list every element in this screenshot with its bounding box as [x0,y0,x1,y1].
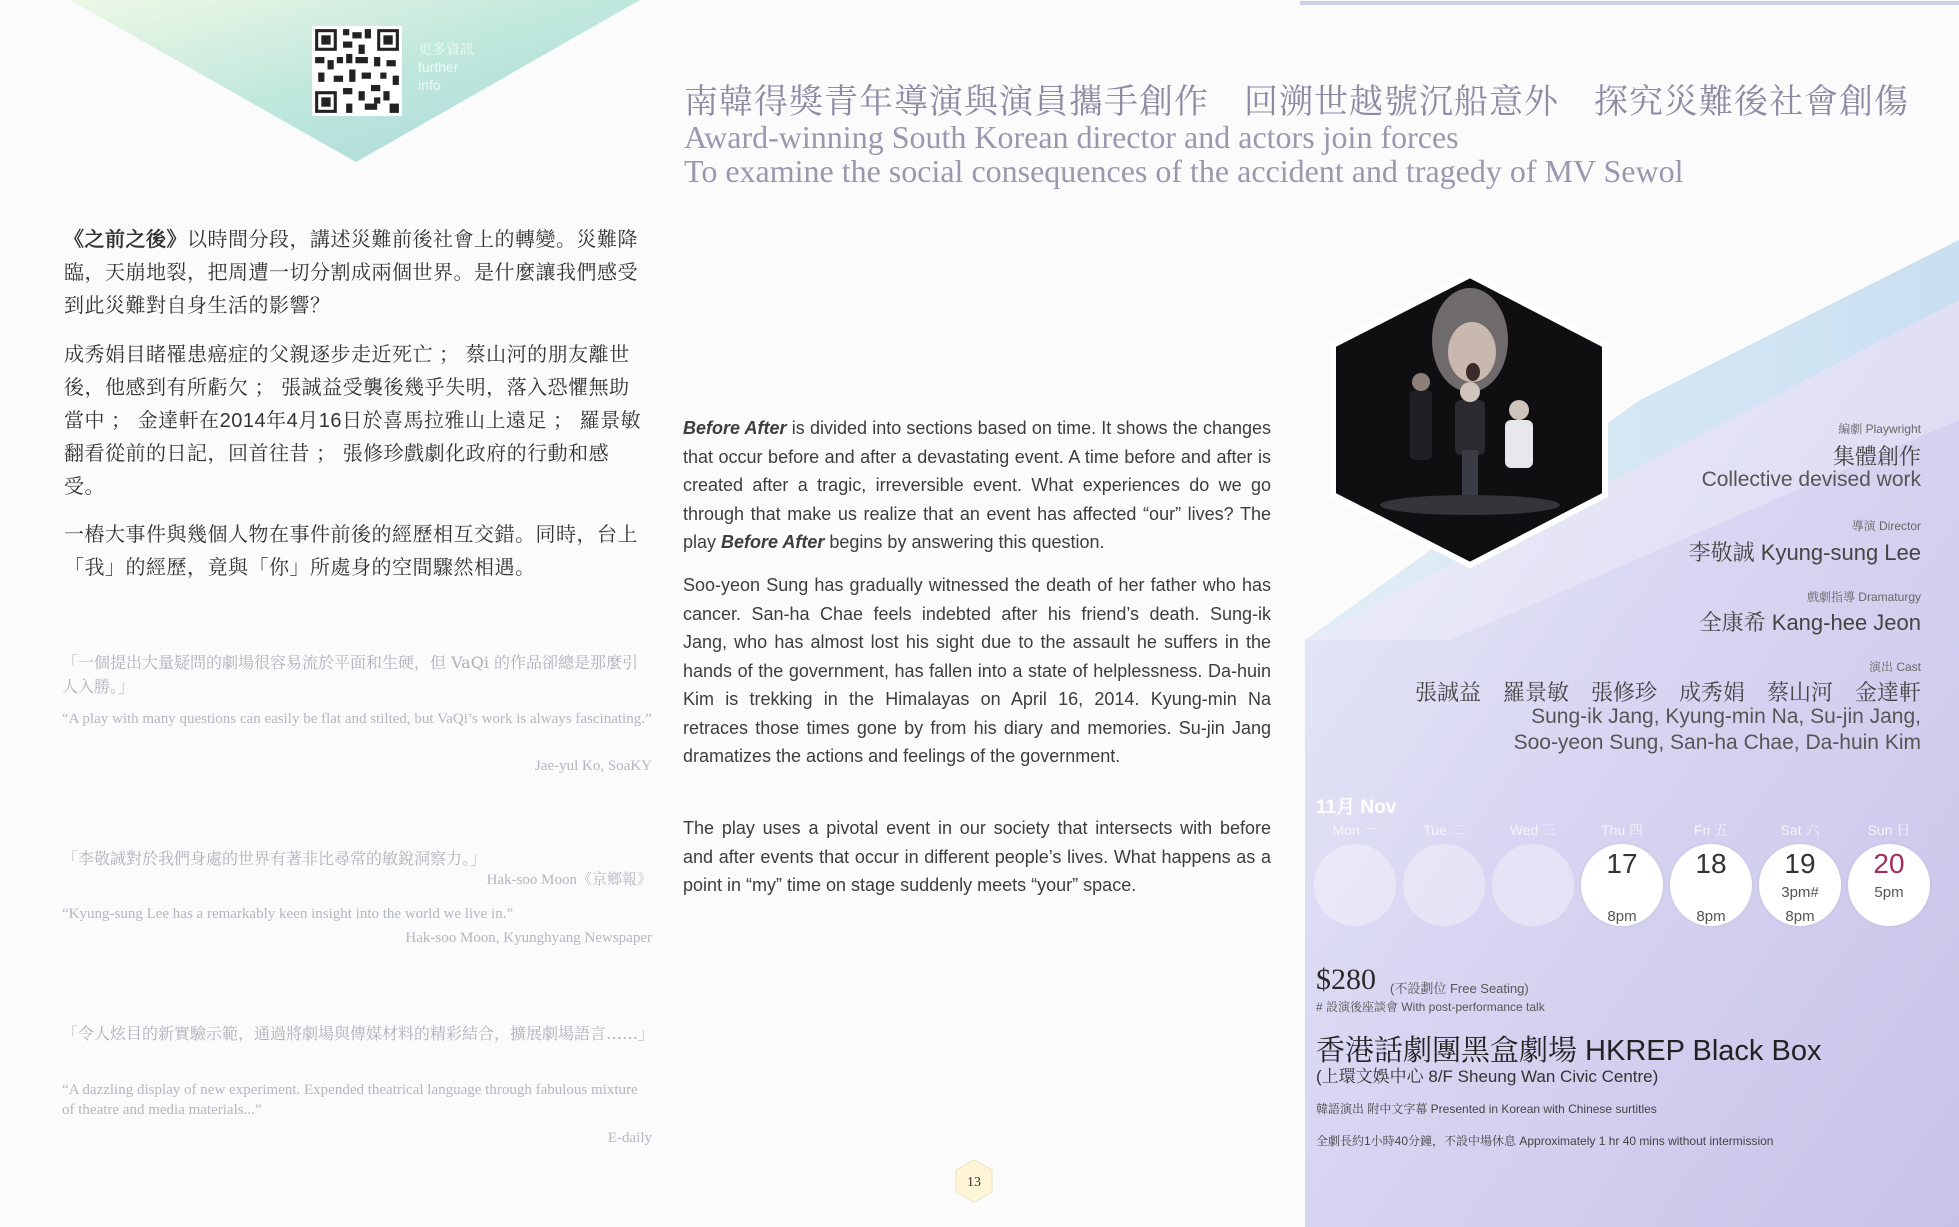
director-name: 李敬誠 Kyung-sung Lee [1688,540,1921,565]
en-title: Before After [683,418,787,438]
review-1-zh: 「一個提出大量疑問的劇場很容易流於平面和生硬，但 VaQi 的作品卻總是那麼引人入勝。」 [62,653,639,696]
more-info-en-1: further [418,59,459,75]
calendar-day-name: Sun 日 [1867,822,1911,838]
zh-p1-text: 以時間分段，講述災難前後社會上的轉變。災難降臨，天崩地裂，把周遭一切分割成兩個世界。是什麼讓我們感受到此災難對自身生活的影響？ [64,229,638,317]
calendar-day-name: Wed 三 [1509,822,1557,838]
calendar-time-1: 3pm# [1781,884,1819,901]
zh-title: 《之前之後》 [64,229,187,251]
page-number: 13 [967,1175,981,1190]
review-1-source: Jae-yul Ko, SoaKY [534,758,652,774]
post-talk-note: # 設演後座談會 With post-performance talk [1316,1000,1545,1014]
zh-paragraph-2: 成秀娟目睹罹患癌症的父親逐步走近死亡 ； 蔡山河的朋友離世後，他感到有所虧欠 ； 張誠益受襲後幾乎失明，落入恐懼無助當中 ； 金達軒在2014年4月16日於喜馬拉雅山上遠足 ； 羅景敏翻看從前的日記，回首往昔 ； 張修珍戲劇化政府的行動和感受。 [64,344,642,498]
en-paragraph-2: Soo-yeon Sung has gradually witnessed the death of her father who has cancer. San-ha Chae feels indebted after his friend’s death. Sung-ik Jang, who has almost lost his sight due to the assault he suffers in the hands of the government, has fallen into a state of helplessness. Da-huin Kim is trekking in the Himalayas on April 16, 2014. Kyung-min Na retraces those times gone by from his diary and memories. Su-jin Jang dramatizes the actions and feelings of the government. [683,575,1271,766]
calendar-day-name: Fri 五 [1693,822,1729,838]
playwright-en: Collective devised work [1701,468,1921,491]
review-1-en: “A play with many questions can easily be flat and stilted, but VaQi’s work is always fascinating.” [62,711,652,727]
cast-en-1: Sung-ik Jang, Kyung-min Na, Su-jin Jang, [1531,705,1921,728]
dramaturgy-label: 戲劇指導 Dramaturgy [1806,590,1921,604]
calendar-date: 17 [1606,848,1638,879]
duration-note: 全劇長約1小時40分鐘，不設中場休息 Approximately 1 hr 40 mins without intermission [1316,1134,1774,1148]
calendar-date: 20 [1873,848,1905,879]
review-2-source: Hak-soo Moon, Kyunghyang Newspaper [405,930,652,946]
review-3-en: “A dazzling display of new experiment. Expended theatrical language through fabulous mixture of theatre and media materials...” [62,1082,638,1118]
header-zh: 南韓得獎青年導演與演員攜手創作 回溯世越號沉船意外 探究災難後社會創傷 [684,82,1909,122]
venue-address: (上環文娛中心 8/F Sheung Wan Civic Centre) [1316,1067,1659,1086]
qr-code-icon[interactable] [312,26,402,116]
director-label: 導演 Director [1851,519,1921,533]
calendar-day-circle [1403,844,1485,926]
calendar-day-circle [1314,844,1396,926]
zh-paragraph-3: 一樁大事件與幾個人物在事件前後的經歷相互交錯。同時，台上「我」的經歷，竟與「你」所處身的空間驟然相遇。 [64,524,638,579]
cast-en-2: Soo-yeon Sung, San-ha Chae, Da-huin Kim [1513,731,1921,754]
cast-label: 演出 Cast [1868,660,1921,674]
price-note: (不設劃位 Free Seating) [1390,981,1529,996]
review-3-zh: 「令人炫目的新實驗示範，通過將劇場與傳媒材料的精彩結合，擴展劇場語言……」 [62,1024,655,1043]
calendar-time-2: 8pm [1696,908,1726,925]
calendar-time-2: 8pm [1785,908,1815,925]
calendar-day-name: Thu 四 [1600,822,1643,838]
cast-zh: 張誠益 羅景敏 張修珍 成秀娟 蔡山河 金達軒 [1414,680,1921,705]
venue-name: 香港話劇團黑盒劇場 HKREP Black Box [1316,1035,1822,1067]
language-note: 韓語演出 附中文字幕 Presented in Korean with Chinese surtitles [1316,1102,1657,1116]
playwright-zh: 集體創作 [1832,444,1921,469]
review-3-source: E-daily [607,1130,652,1146]
review-2-en: “Kyung-sung Lee has a remarkably keen insight into the world we live in.” [62,906,514,922]
header-en-line1: Award-winning South Korean director and actors join forces [684,119,1459,155]
review-2-source-zh: Hak-soo Moon《京鄉報》 [486,872,652,888]
review-2-zh: 「李敬誠對於我們身處的世界有著非比尋常的敏銳洞察力。」 [62,849,487,868]
more-info-en-2: info [418,77,441,93]
calendar-time-2: 8pm [1607,908,1637,925]
en-p1-a: is divided into sections based on time. It shows the changes that occur before and after a devastating event. A time before and after is created after a tragic, irreversible event. What experiences do we go through that make us realize that an event has affected “our” lives? The play [683,418,1271,552]
playwright-label: 編劇 Playwright [1838,422,1921,436]
calendar-time-1: 5pm [1874,884,1904,901]
more-info-label [418,40,474,94]
calendar-day-name: Tue 二 [1423,822,1465,838]
ticket-price: $280 [1316,963,1376,996]
zh-paragraph-1 [64,224,650,323]
calendar-day-name: Sat 六 [1780,822,1820,838]
calendar-date: 18 [1695,848,1727,879]
en-paragraph-1 [683,414,1271,557]
dramaturgy-name: 全康希 Kang-hee Jeon [1699,610,1921,635]
calendar-month: 11月 Nov [1316,797,1397,818]
en-paragraph-3: The play uses a pivotal event in our society that intersects with before and after events that occur in different people’s lives. What happens as a point in “my” time on stage suddenly meets “your” space. [683,818,1271,895]
more-info-zh: 更多資訊 [418,41,474,57]
calendar-day-circle [1492,844,1574,926]
calendar-day-name: Mon 一 [1332,822,1378,838]
en-p1-b: begins by answering this question. [824,532,1105,552]
header-en-line2: To examine the social consequences of the accident and tragedy of MV Sewol [684,153,1684,189]
en-title-2: Before After [721,532,825,552]
calendar-date: 19 [1784,848,1816,879]
header-en [684,120,1684,188]
